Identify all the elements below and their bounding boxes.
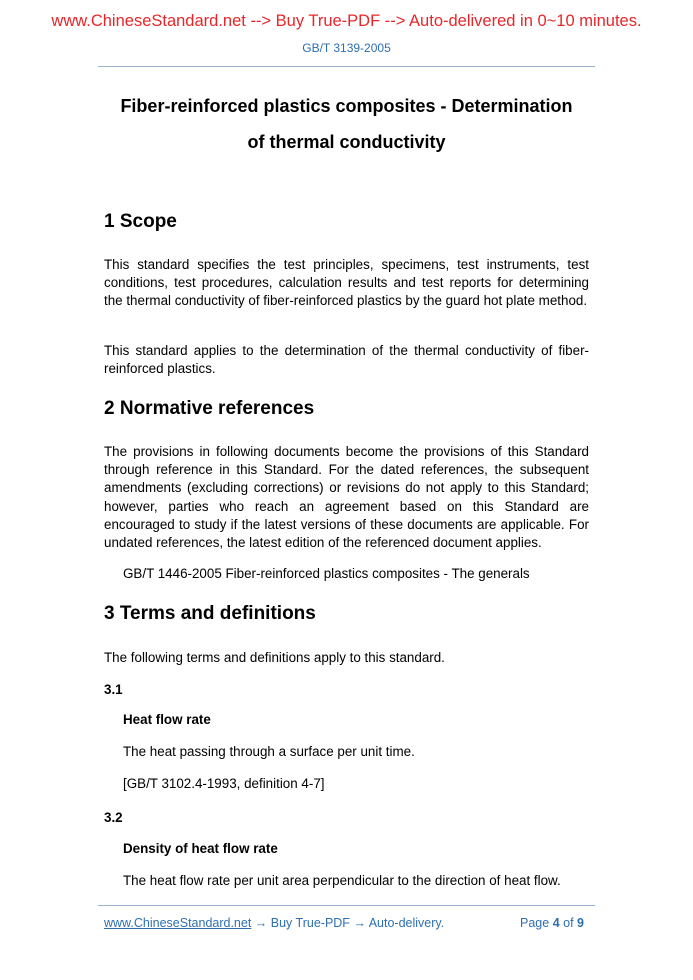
title-line-1: Fiber-reinforced plastics composites - Determination <box>120 96 573 116</box>
term-source: [GB/T 3102.4-1993, definition 4-7] <box>123 776 325 791</box>
section-2-heading: 2 Normative references <box>104 398 315 419</box>
page-footer <box>104 916 584 930</box>
header-banner-link[interactable]: www.ChineseStandard.net --> Buy True-PDF --> Auto-delivered in 0~10 minutes. <box>51 12 642 30</box>
term-name: Heat flow rate <box>123 712 211 727</box>
footer-site-link[interactable]: www.ChineseStandard.net <box>104 916 252 930</box>
page-indicator <box>520 916 584 930</box>
section-3-heading: 3 Terms and definitions <box>104 603 316 624</box>
footer-purchase-text: → Buy True-PDF → Auto-delivery. <box>251 916 445 930</box>
section-1-paragraph-1: This standard specifies the test principles, specimens, test instruments, test conditions, test procedures, calculation results and test reports for determining the thermal conductivity of fiber-reinforced plastics by the guard hot plate method. <box>104 257 589 309</box>
document-title <box>90 88 603 160</box>
page-current: 4 <box>552 916 560 930</box>
term-name: Density of heat flow rate <box>123 841 278 856</box>
header-divider <box>98 66 595 67</box>
page-of-label: of <box>563 916 574 930</box>
term-definition: The heat flow rate per unit area perpendicular to the direction of heat flow. <box>123 873 561 888</box>
section-3-intro: The following terms and definitions apply to this standard. <box>104 650 445 665</box>
section-1-paragraph-2: This standard applies to the determination of the thermal conductivity of fiber-reinforced plastics. <box>104 343 589 377</box>
term-number: 3.1 <box>104 682 123 697</box>
standard-code: GB/T 3139-2005 <box>302 41 391 55</box>
page-total: 9 <box>577 916 584 930</box>
term-number: 3.2 <box>104 810 123 825</box>
section-1-heading: 1 Scope <box>104 211 177 232</box>
footer-divider <box>98 905 595 906</box>
title-line-2: of thermal conductivity <box>247 132 446 152</box>
normative-reference-item: GB/T 1446-2005 Fiber-reinforced plastics composites - The generals <box>123 566 530 581</box>
section-2-paragraph-1: The provisions in following documents become the provisions of this Standard through reference in this Standard. For the dated references, the subsequent amendments (excluding corrections) or revisions do not apply to this Standard; however, parties who reach an agreement based on this Standard are encouraged to study if the latest versions of these documents are applicable. For undated references, the latest edition of the referenced document applies. <box>104 444 589 551</box>
page-label: Page <box>520 916 550 930</box>
term-definition: The heat passing through a surface per unit time. <box>123 744 415 759</box>
